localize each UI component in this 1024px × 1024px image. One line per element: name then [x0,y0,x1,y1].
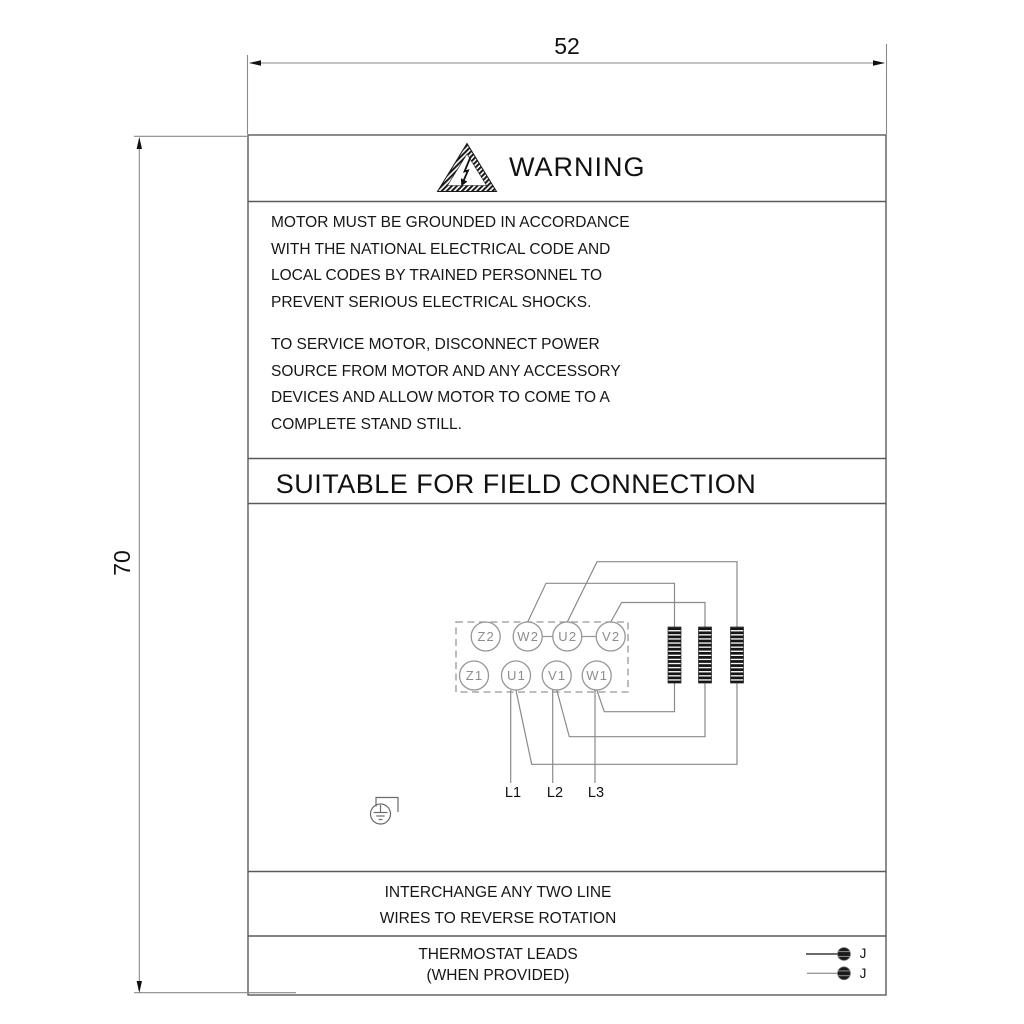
warning-paragraph-2-line: DEVICES AND ALLOW MOTOR TO COME TO A [271,389,610,406]
thermostat-lead-2-label: J [859,965,867,981]
arrow-right-icon [873,60,885,65]
arrow-down-icon [137,981,142,993]
terminal-label-z1: Z1 [465,668,484,683]
winding-coils [668,627,744,683]
thermostat-lead-1-icon [806,948,850,961]
rotation-note-line: INTERCHANGE ANY TWO LINE [384,884,612,901]
thermostat-note [248,945,748,986]
width-dimension-value: 52 [554,33,580,59]
arrow-up-icon [137,137,142,149]
thermostat-note-line: (WHEN PROVIDED) [426,966,570,984]
line-label-l2: L2 [546,785,564,801]
terminal-label-w1: W1 [586,668,609,683]
warning-paragraph-1 [271,210,630,316]
rotation-note [248,880,748,931]
terminal-label-u1: U1 [506,668,527,683]
thermostat-lead-2-icon [807,967,850,980]
line-label-l1: L1 [504,785,522,801]
wire-v1-coil2 [557,683,705,737]
arrow-left-icon [249,60,261,65]
warning-paragraph-2-line: COMPLETE STAND STILL. [271,415,462,433]
winding-coil-w [668,627,681,683]
terminal-label-v2: V2 [602,629,621,644]
warning-paragraph-1-line: MOTOR MUST BE GROUNDED IN ACCORDANCE [271,214,630,231]
field-connection-caption: SUITABLE FOR FIELD CONNECTION [275,469,757,499]
warning-triangle-icon [438,144,497,192]
warning-paragraph-2-line: SOURCE FROM MOTOR AND ANY ACCESSORY [271,362,621,380]
line-label-l3: L3 [587,785,605,801]
warning-title: WARNING [509,152,646,182]
wire-w1-coil1 [597,683,675,712]
terminal-label-v1: V1 [548,668,567,683]
warning-paragraph-1-line: LOCAL CODES BY TRAINED PERSONNEL TO [271,267,603,284]
terminal-label-u2: U2 [558,629,578,644]
wire-w2-coil1 [528,583,675,627]
wire-v2-coil2 [611,603,705,628]
warning-paragraph-2-line: TO SERVICE MOTOR, DISCONNECT POWER [271,336,600,353]
winding-coil-v [699,627,712,683]
thermostat-lead-icons [806,948,850,980]
terminal-block [456,622,628,692]
thermostat-note-line: THERMOSTAT LEADS [418,946,578,963]
wire-u2-coil3 [567,562,737,627]
ground-icon [371,798,399,825]
terminal-label-w2: W2 [517,629,540,644]
warning-paragraph-1-line: WITH THE NATIONAL ELECTRICAL CODE AND [271,240,611,258]
terminal-label-z2: Z2 [477,629,495,644]
thermostat-lead-1-label: J [859,946,867,961]
warning-paragraph-2 [271,332,621,438]
warning-paragraph-1-line: PREVENT SERIOUS ELECTRICAL SHOCKS. [271,293,592,311]
rotation-note-line: WIRES TO REVERSE ROTATION [379,909,617,927]
height-dimension-value: 70 [109,550,135,576]
winding-coil-u [731,627,744,683]
wire-u1-coil3 [516,683,737,764]
